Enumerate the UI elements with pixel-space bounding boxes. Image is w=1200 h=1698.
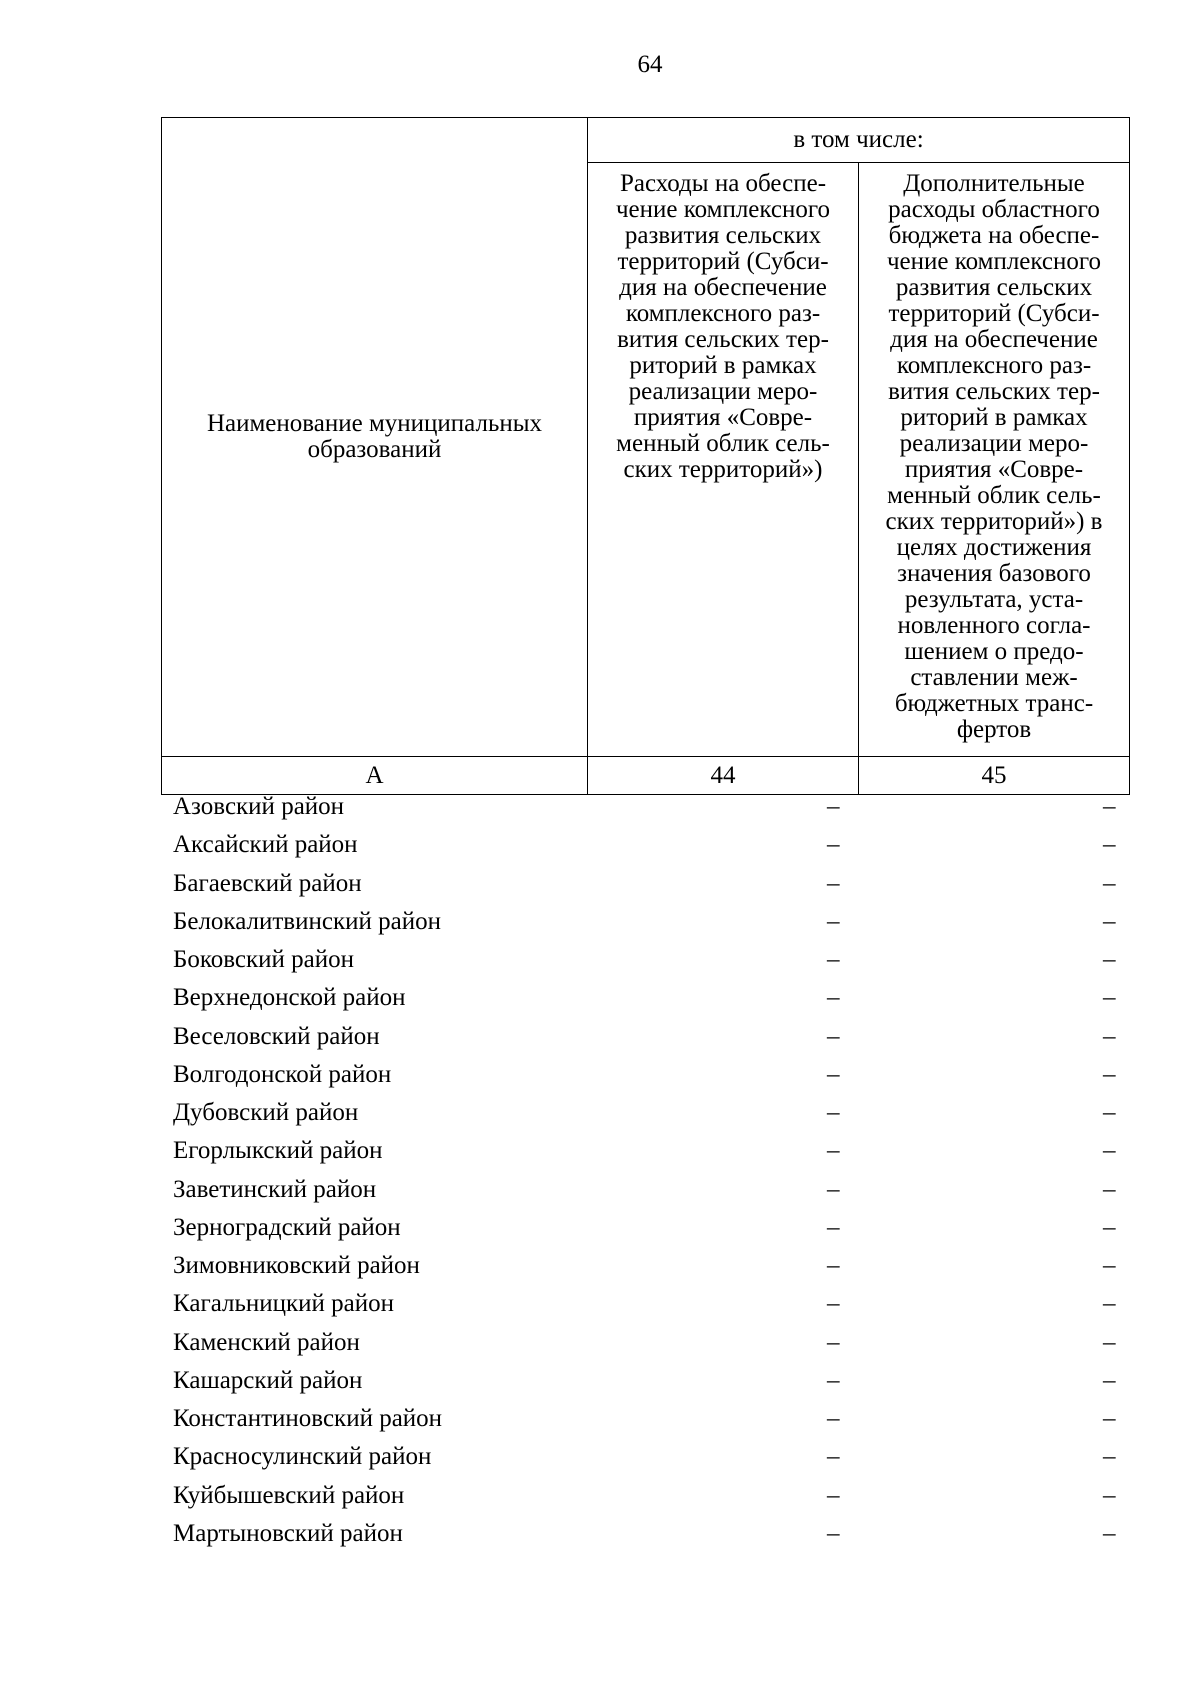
table-row [161, 942, 1129, 980]
row-name: Зимовниковский район [173, 1252, 420, 1279]
row-name: Азовский район [173, 793, 345, 820]
table-row [161, 1439, 1129, 1477]
row-value-44: – [827, 869, 840, 897]
row-name: Зерноградский район [173, 1213, 401, 1241]
row-value-44: – [827, 1252, 840, 1279]
row-name: Веселовский район [173, 1022, 380, 1050]
row-value-44: – [827, 907, 840, 935]
row-name: Егорлыкский район [173, 1137, 383, 1165]
row-value-44: – [827, 1175, 840, 1203]
row-value-44: – [827, 1022, 840, 1050]
row-value-44: – [827, 1099, 840, 1126]
header-column-45 [859, 163, 1130, 757]
table-row [161, 980, 1129, 1018]
row-name: Каменский район [173, 1328, 360, 1356]
row-value-44: – [827, 1060, 840, 1088]
row-value-44: – [827, 1481, 840, 1509]
table-row [161, 1478, 1129, 1516]
table-row [161, 1286, 1129, 1324]
table-row [161, 1516, 1129, 1554]
header-group-label: в том числе: [588, 118, 1130, 163]
row-value-45: – [1103, 1175, 1116, 1203]
table-row [161, 1401, 1129, 1439]
row-name: Белокалитвинский район [173, 907, 441, 935]
table-row [161, 1363, 1129, 1401]
table-row [161, 1057, 1129, 1095]
row-name: Куйбышевский район [173, 1481, 405, 1509]
row-value-45: – [1103, 984, 1116, 1012]
header-index-45: 45 [859, 757, 1130, 795]
header-column-44 [588, 163, 859, 757]
row-name: Багаевский район [173, 869, 362, 897]
table-header [161, 117, 1130, 795]
row-value-44: – [827, 831, 840, 859]
row-value-45: – [1103, 907, 1116, 935]
row-value-45: – [1103, 1213, 1116, 1241]
row-value-45: – [1103, 1366, 1116, 1394]
row-name: Константиновский район [173, 1405, 443, 1432]
table-row [161, 827, 1129, 865]
table-row [161, 1133, 1129, 1171]
row-value-44: – [827, 1290, 840, 1318]
table-row [161, 904, 1129, 942]
table-row [161, 789, 1129, 827]
row-value-44: – [827, 1405, 840, 1432]
row-value-45: – [1103, 946, 1116, 973]
row-value-45: – [1103, 1519, 1116, 1547]
row-value-44: – [827, 946, 840, 973]
row-value-44: – [827, 1213, 840, 1241]
row-name: Волгодонской район [173, 1060, 392, 1088]
row-value-44: – [827, 793, 840, 820]
page-number: 64 [637, 51, 663, 78]
row-value-45: – [1103, 1328, 1116, 1356]
row-name: Аксайский район [173, 831, 358, 859]
table-row [161, 1210, 1129, 1248]
header-index-name: А [162, 757, 588, 795]
row-value-45: – [1103, 869, 1116, 897]
row-value-44: – [827, 1137, 840, 1165]
row-value-45: – [1103, 1481, 1116, 1509]
table-row [161, 866, 1129, 904]
row-name: Дубовский район [173, 1099, 359, 1126]
row-value-44: – [827, 1328, 840, 1356]
table-body [161, 789, 1129, 1554]
row-value-44: – [827, 984, 840, 1012]
row-value-45: – [1103, 1252, 1116, 1279]
row-value-45: – [1103, 1022, 1116, 1050]
row-value-45: – [1103, 1443, 1116, 1471]
table-row [161, 1325, 1129, 1363]
table-row [161, 1095, 1129, 1133]
header-index-44: 44 [588, 757, 859, 795]
row-value-44: – [827, 1519, 840, 1547]
table-row [161, 1248, 1129, 1286]
row-name: Красносулинский район [173, 1443, 432, 1471]
row-name: Кашарский район [173, 1366, 363, 1394]
row-value-45: – [1103, 1290, 1116, 1318]
table-row [161, 1019, 1129, 1057]
row-name: Боковский район [173, 946, 354, 973]
header-name-column: Наименование муниципальных образований [162, 118, 588, 757]
row-value-45: – [1103, 1060, 1116, 1088]
row-value-44: – [827, 1443, 840, 1471]
row-value-45: – [1103, 793, 1116, 820]
row-value-45: – [1103, 1137, 1116, 1165]
row-name: Верхнедонской район [173, 984, 406, 1012]
row-name: Мартыновский район [173, 1519, 403, 1547]
row-name: Заветинский район [173, 1175, 377, 1203]
row-value-45: – [1103, 831, 1116, 859]
row-name: Кагальницкий район [173, 1290, 395, 1318]
row-value-45: – [1103, 1099, 1116, 1126]
header-column-44-title: Расходы на обеспе- чение комплексного развития сельских территорий (Субси- дия на обеспечение комплексного раз- вития сельских тер- риторий в рамках реализации меро- приятия «Совре- менный облик сель- ских территорий») [615, 170, 831, 483]
header-column-45-title: Дополнительные расходы областного бюджета на обеспе- чение комплексного развития сельских территорий (Субси- дия на обеспечение комплексного раз- вития сельских тер- риторий в рамках реализации меро- приятия «Совре- менный облик сель- ских территорий») в целях достижения значения базового результата, уста- новленного согла- шением о предо- ставлении меж- бюджетных транс- фертов [885, 170, 1103, 743]
table-row [161, 1172, 1129, 1210]
row-value-45: – [1103, 1405, 1116, 1432]
row-value-44: – [827, 1366, 840, 1394]
